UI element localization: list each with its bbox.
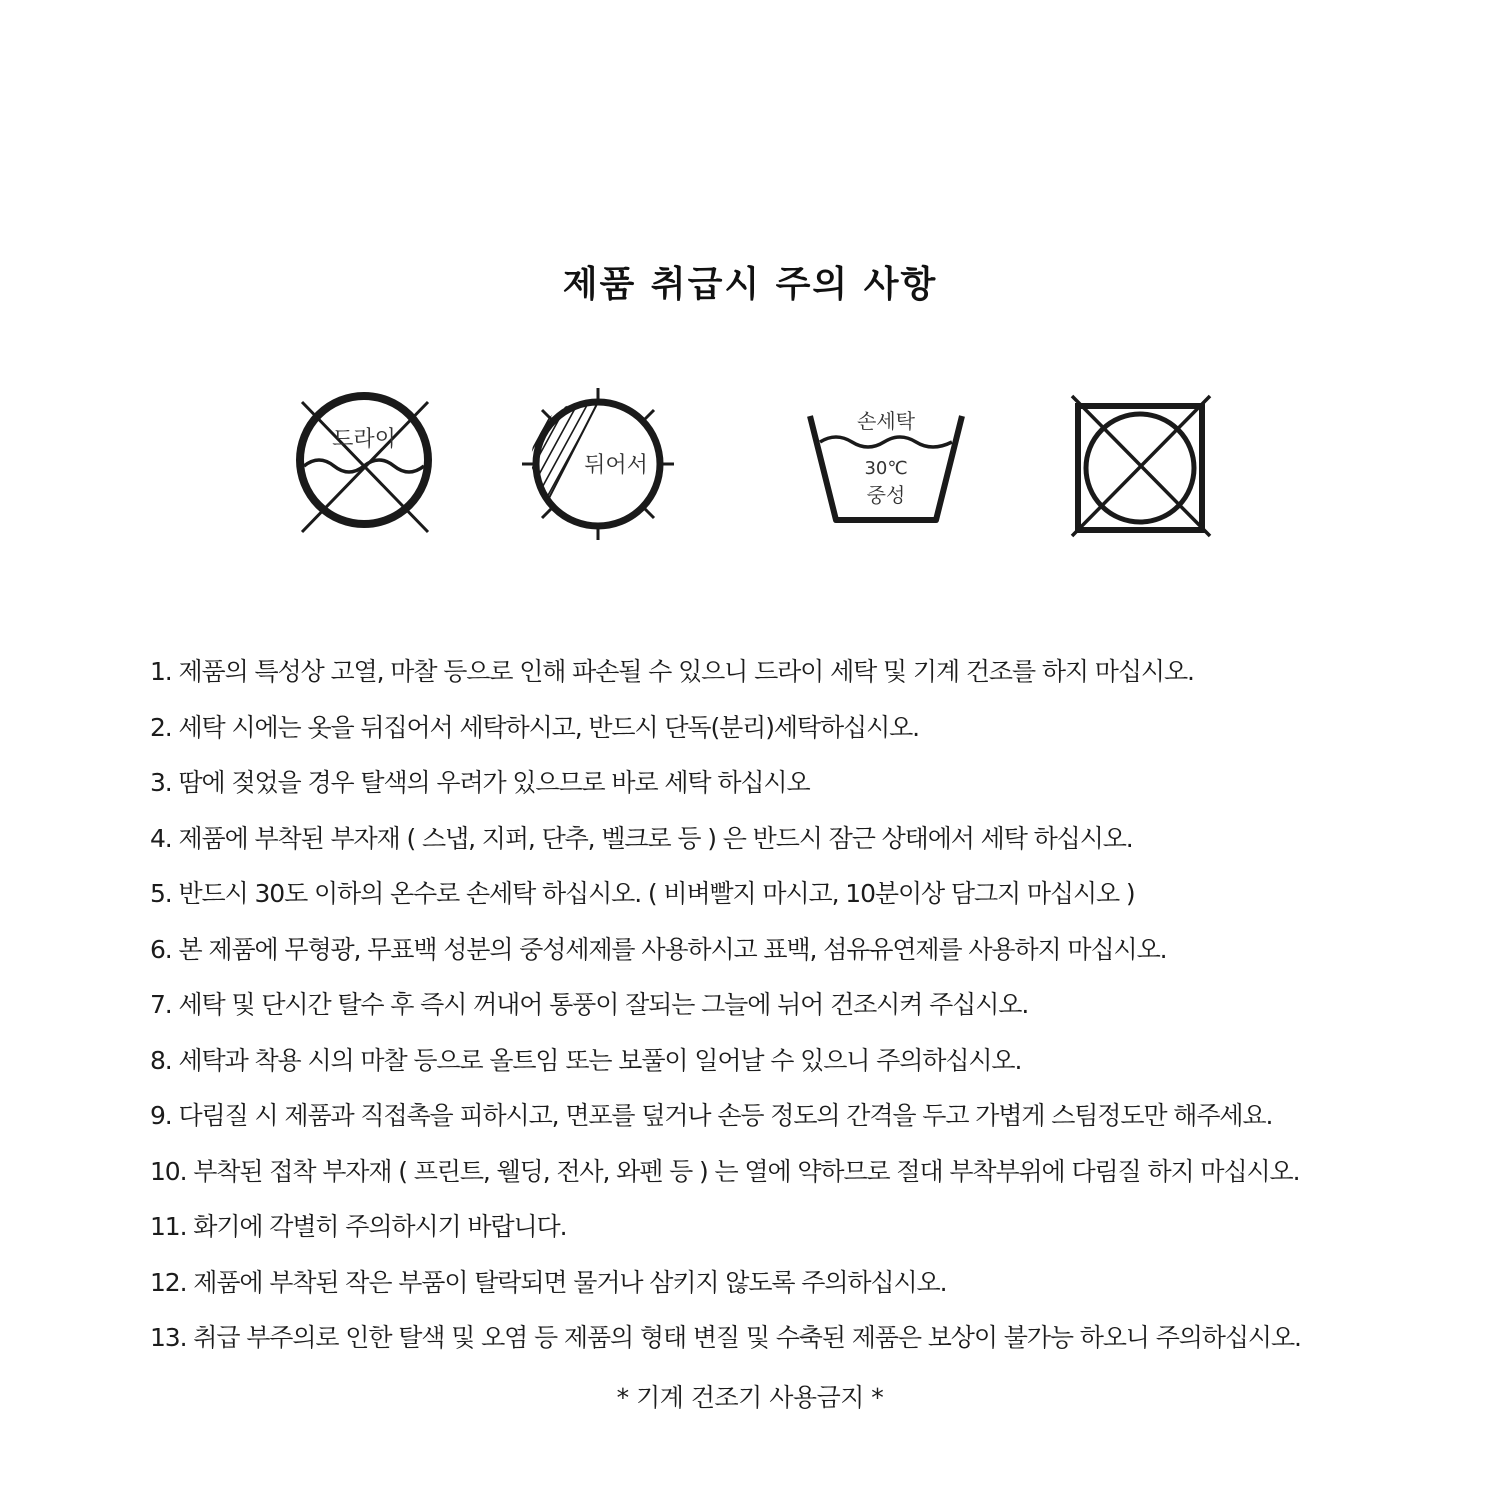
detergent-label: 중성: [866, 483, 906, 507]
hand-wash-icon: [806, 380, 966, 530]
instruction-item: 3. 땀에 젖었을 경우 탈색의 우려가 있으므로 바로 세탁 하십시오: [150, 768, 810, 797]
care-instructions-list: [150, 652, 1450, 1374]
instruction-item: 10. 부착된 접착 부자재 ( 프린트, 웰딩, 전사, 와펜 등 ) 는 열에 약하므로 절대 부착부위에 다림질 하지 마십시오.: [150, 1156, 1300, 1186]
no-tumble-dry-icon: [1068, 380, 1218, 544]
instruction-item: 2. 세탁 시에는 옷을 뒤집어서 세탁하시고, 반드시 단독(분리)세탁하십시오.: [150, 712, 920, 742]
footer-note: * 기계 건조기 사용금지 *: [616, 1383, 884, 1412]
no-dry-clean-label: 드라이: [332, 427, 396, 452]
page-title: 제품 취급시 주의 사항: [562, 264, 938, 305]
dry-inside-out-icon: [520, 380, 680, 544]
hand-wash-label: 손세탁: [857, 409, 915, 433]
care-icon-row: [0, 380, 1500, 550]
instruction-item: 6. 본 제품에 무형광, 무표백 성분의 중성세제를 사용하시고 표백, 섬유유연제를 사용하지 마십시오.: [150, 934, 1167, 964]
instruction-item: 1. 제품의 특성상 고열, 마찰 등으로 인해 파손될 수 있으니 드라이 세탁 및 기계 건조를 하지 마십시오.: [150, 657, 1194, 686]
instruction-item: 4. 제품에 부착된 부자재 ( 스냅, 지퍼, 단추, 벨크로 등 ) 은 반드시 잠근 상태에서 세탁 하십시오.: [150, 823, 1133, 853]
instruction-item: 5. 반드시 30도 이하의 온수로 손세탁 하십시오. ( 비벼빨지 마시고, 10분이상 담그지 마십시오 ): [150, 879, 1135, 908]
wash-temperature-label: 30℃: [864, 458, 908, 479]
instruction-item: 11. 화기에 각별히 주의하시기 바랍니다.: [150, 1212, 567, 1241]
no-dry-clean-icon: [296, 380, 432, 540]
instruction-item: 7. 세탁 및 단시간 탈수 후 즉시 꺼내어 통풍이 잘되는 그늘에 뉘어 건조시켜 주십시오.: [150, 990, 1029, 1019]
dry-inside-out-label: 뒤어서: [584, 453, 648, 478]
instruction-item: 13. 취급 부주의로 인한 탈색 및 오염 등 제품의 형태 변질 및 수축된 제품은 보상이 불가능 하오니 주의하십시오.: [150, 1323, 1301, 1352]
instruction-item: 12. 제품에 부착된 작은 부품이 탈락되면 물거나 삼키지 않도록 주의하십시오.: [150, 1267, 947, 1297]
instruction-item: 8. 세탁과 착용 시의 마찰 등으로 올트임 또는 보풀이 일어날 수 있으니 주의하십시오.: [150, 1045, 1022, 1075]
instruction-item: 9. 다림질 시 제품과 직접촉을 피하시고, 면포를 덮거나 손등 정도의 간격을 두고 가볍게 스팀정도만 해주세요.: [150, 1101, 1273, 1130]
